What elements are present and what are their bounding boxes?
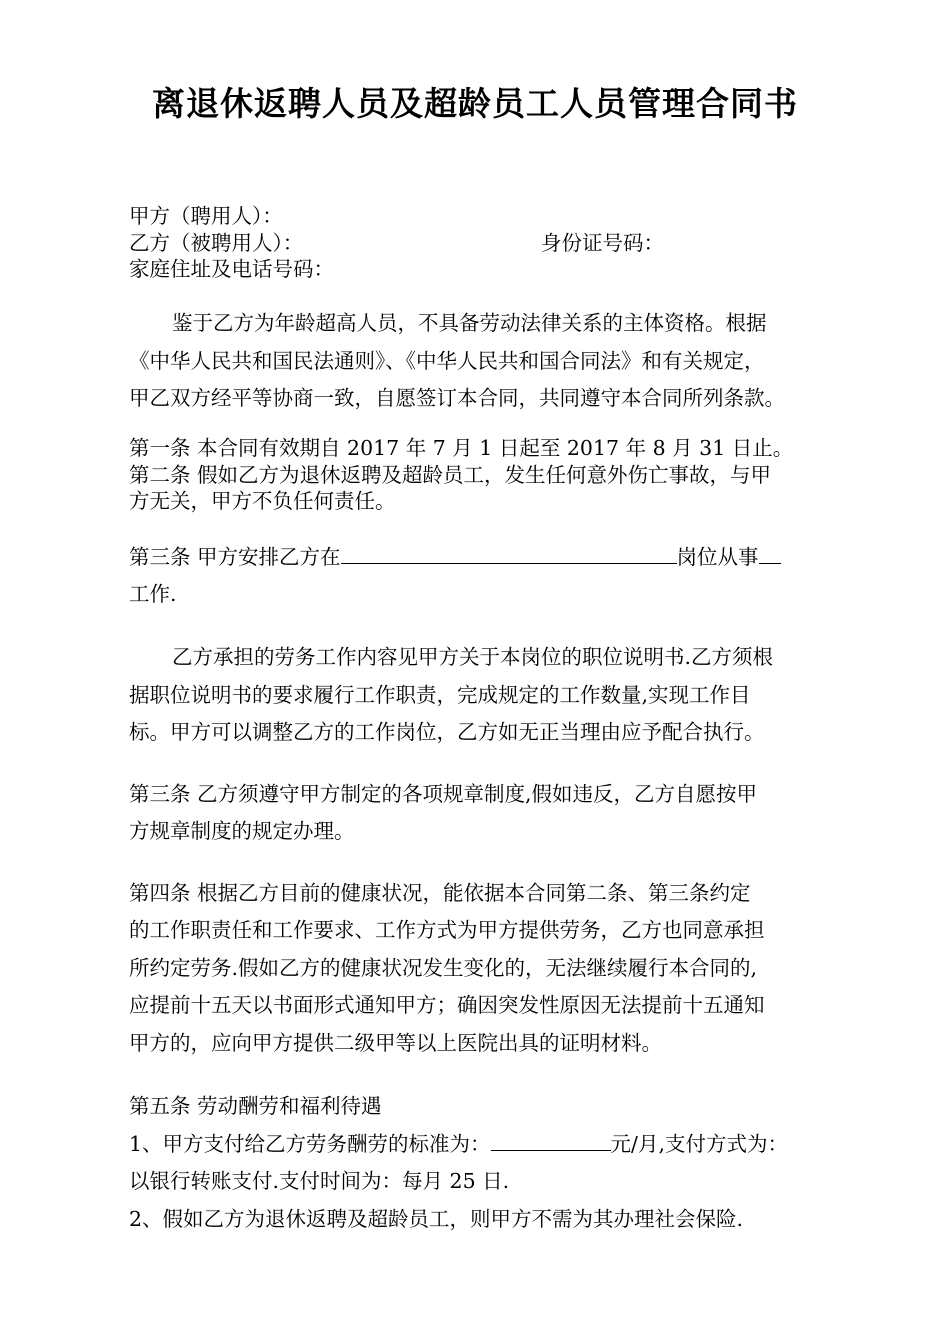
article-4-line: 第四条 根据乙方目前的健康状况，能依据本合同第二条、第三条约定 [129,881,751,905]
salary-suffix: 元/月,支付方式为： [610,1132,788,1156]
party-a-label: 甲方（聘用人）： [129,204,283,228]
payment-time-line: 以银行转账支付.支付时间为：每月 25 日. [129,1169,510,1193]
position-blank [341,543,677,564]
article-3-prefix: 第三条 甲方安排乙方在 [129,545,341,569]
salary-blank [491,1130,611,1151]
article-3-position-line [129,543,781,571]
id-number-label: 身份证号码： [541,231,664,255]
article-3-line2: 工作. [129,582,177,606]
article-1: 第一条 本合同有效期自 2017 年 7 月 1 日起至 2017 年 8 月 31 日止。 [129,436,794,460]
preamble-line: 《中华人民共和国民法通则》、《中华人民共和国合同法》和有关规定， [129,349,765,373]
article-3-middle: 岗位从事 [676,545,759,569]
article-4-line: 的工作职责任和工作要求、工作方式为甲方提供劳务，乙方也同意承担 [129,918,765,942]
duties-line: 标。甲方可以调整乙方的工作岗位，乙方如无正当理由应予配合执行。 [129,720,765,744]
duties-line: 乙方承担的劳务工作内容见甲方关于本岗位的职位说明书.乙方须根 [172,645,774,669]
article-5-item-1 [129,1130,788,1158]
article-2-line: 方无关，甲方不负任何责任。 [129,489,396,513]
preamble-line: 鉴于乙方为年龄超高人员，不具备劳动法律关系的主体资格。根据 [172,311,767,335]
article-4-line: 应提前十五天以书面形式通知甲方；确因突发性原因无法提前十五通知 [129,993,765,1017]
address-phone-label: 家庭住址及电话号码： [129,257,334,281]
article-2-line: 第二条 假如乙方为退休返聘及超龄员工，发生任何意外伤亡事故，与甲 [129,463,772,487]
article-5-heading: 第五条 劳动酬劳和福利待遇 [129,1094,382,1118]
article-4-line: 甲方的，应向甲方提供二级甲等以上医院出具的证明材料。 [129,1031,662,1055]
article-5-item-2: 2、假如乙方为退休返聘及超龄员工，则甲方不需为其办理社会保险. [129,1207,744,1231]
article-3b-line: 方规章制度的规定办理。 [129,819,355,843]
work-blank [759,543,781,564]
article-4-line: 所约定劳务.假如乙方的健康状况发生变化的，无法继续履行本合同的, [129,956,758,980]
salary-prefix: 1、甲方支付给乙方劳务酬劳的标准为： [129,1132,491,1156]
document-title: 离退休返聘人员及超龄员工人员管理合同书 [152,84,798,123]
duties-line: 据职位说明书的要求履行工作职责，完成规定的工作数量,实现工作目 [129,683,751,707]
article-3b-line: 第三条 乙方须遵守甲方制定的各项规章制度,假如违反，乙方自愿按甲 [129,782,758,806]
party-b-label: 乙方（被聘用人）： [129,231,304,255]
preamble-line: 甲乙双方经平等协商一致，自愿签订本合同，共同遵守本合同所列条款。 [129,386,785,410]
